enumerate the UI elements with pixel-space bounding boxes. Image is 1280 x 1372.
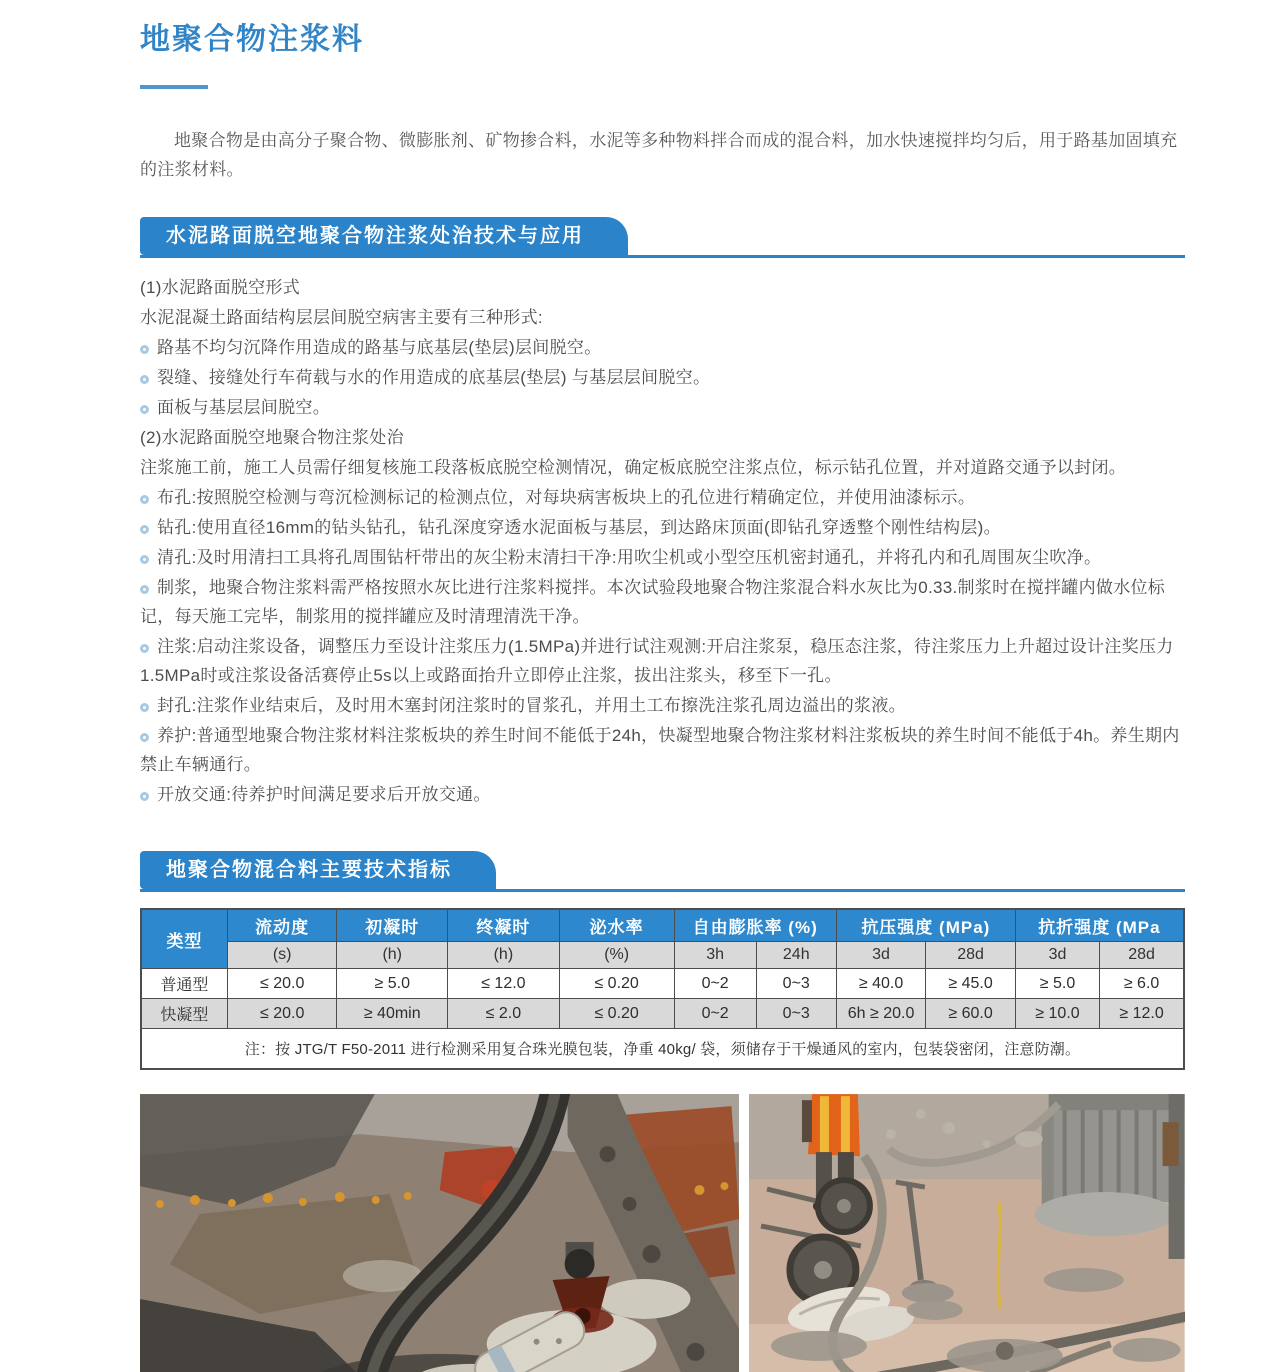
title-underline [140,85,208,89]
body-text: 养护:普通型地聚合物注浆材料注浆板块的养生时间不能低于24h，快凝型地聚合物注浆材料注浆板块的养生时间不能低于4h。养生期内禁止车辆通行。 [140,726,1180,774]
bullet-item [140,632,1185,690]
body-text: 清孔:及时用清扫工具将孔周围钻杆带出的灰尘粉末清扫干净:用吹尘机或小型空压机密封通孔，并将孔内和孔周围灰尘吹净。 [157,548,1102,567]
paragraph-line [140,453,1185,482]
col-sub-header: 28d [926,942,1016,969]
table-cell: ≤ 20.0 [227,999,337,1029]
table-cell: ≥ 5.0 [1015,969,1099,999]
photo-row [140,1094,1185,1372]
bullet-item [140,780,1185,809]
bullet-item [140,393,1185,422]
table-cell: ≥ 5.0 [337,969,448,999]
bullet-circle-icon [140,525,149,534]
table-cell: ≤ 20.0 [227,969,337,999]
col-group-header: 终凝时 [448,909,560,942]
col-group-header: 自由膨胀率 (%) [674,909,836,942]
col-sub-header: 3d [836,942,926,969]
col-group-header: 初凝时 [337,909,448,942]
section1-body [140,273,1185,809]
bullet-circle-icon [140,792,149,801]
bullet-item [140,573,1185,631]
body-text: 布孔:按照脱空检测与弯沉检测标记的检测点位，对每块病害板块上的孔位进行精确定位，并使用油漆标示。 [157,488,976,507]
intro-paragraph: 地聚合物是由高分子聚合物、微膨胀剂、矿物掺合料，水泥等多种物料拌合而成的混合料，加水快速搅拌均匀后，用于路基加固填充的注浆材料。 [140,131,1178,179]
bullet-circle-icon [140,733,149,742]
bullet-circle-icon [140,644,149,653]
bullet-item [140,363,1185,392]
bullet-circle-icon [140,703,149,712]
table-note-row [141,1029,1184,1070]
table-cell: ≤ 0.20 [559,969,674,999]
body-text: (2)水泥路面脱空地聚合物注浆处治 [140,428,404,447]
table-cell: 0~2 [674,969,756,999]
col-group-header: 流动度 [227,909,337,942]
bullet-circle-icon [140,345,149,354]
bullet-circle-icon [140,375,149,384]
paragraph-line [140,273,1185,302]
paragraph-line [140,303,1185,332]
table-cell: 0~2 [674,999,756,1029]
body-text: 裂缝、接缝处行车荷载与水的作用造成的底基层(垫层) 与基层层间脱空。 [157,368,711,387]
table-cell: ≤ 12.0 [448,969,560,999]
section2-header: 地聚合物混合料主要技术指标 [140,851,496,889]
page-title: 地聚合物注浆料 [140,23,364,56]
body-text: (1)水泥路面脱空形式 [140,278,301,297]
table-cell: 6h ≥ 20.0 [836,999,926,1029]
body-text: 制浆，地聚合物注浆料需严格按照水灰比进行注浆料搅拌。本次试验段地聚合物注浆混合料水灰比为0.33.制浆时在搅拌罐内做水位标记，每天施工完毕，制浆用的搅拌罐应及时清理清洗干净。 [140,578,1166,626]
col-group-header: 抗压强度 (MPa) [836,909,1015,942]
table-cell: 0~3 [756,969,836,999]
bullet-circle-icon [140,555,149,564]
body-text: 封孔:注浆作业结束后，及时用木塞封闭注浆时的冒浆孔，并用土工布擦洗注浆孔周边溢出的浆液。 [157,696,906,715]
bullet-circle-icon [140,585,149,594]
col-sub-header: (%) [559,942,674,969]
bullet-item [140,333,1185,362]
body-text: 注浆施工前，施工人员需仔细复核施工段落板底脱空检测情况，确定板底脱空注浆点位，标示钻孔位置，并对道路交通予以封闭。 [140,458,1127,477]
col-sub-header: (h) [337,942,448,969]
section2-header-bar [140,851,1185,892]
bullet-circle-icon [140,495,149,504]
row-type-label: 普通型 [141,969,227,999]
body-text: 注浆:启动注浆设备，调整压力至设计注浆压力(1.5MPa)并进行试注观测:开启注浆泵，稳压态注浆，待注浆压力上升超过设计注奖压力1.5MPa时或注浆设备活赛停止5s以上或路面抬升立即停止注浆，拔出注浆头，移至下一孔。 [140,637,1174,685]
col-sub-header: 3h [674,942,756,969]
body-text: 水泥混凝土路面结构层层间脱空病害主要有三种形式: [140,308,543,327]
table-cell: ≥ 40min [337,999,448,1029]
paragraph-line [140,423,1185,452]
section1-header: 水泥路面脱空地聚合物注浆处治技术与应用 [140,217,628,255]
table-cell: ≥ 45.0 [926,969,1016,999]
col-sub-header: (s) [227,942,337,969]
section1-header-bar [140,217,1185,258]
col-sub-header: 24h [756,942,836,969]
table-cell: ≥ 10.0 [1015,999,1099,1029]
table-row [141,969,1184,999]
table-cell: 0~3 [756,999,836,1029]
table-cell: ≥ 6.0 [1100,969,1184,999]
bullet-item [140,543,1185,572]
table-cell: ≤ 0.20 [559,999,674,1029]
spec-table [140,908,1185,1070]
bullet-circle-icon [140,405,149,414]
table-note: 注：按 JTG/T F50-2011 进行检测采用复合珠光膜包装，净重 40kg/ 袋，须储存于干燥通风的室内，包装袋密闭，注意防潮。 [141,1029,1184,1070]
body-text: 面板与基层层间脱空。 [157,398,330,417]
table-cell: ≥ 60.0 [926,999,1016,1029]
right-photo-grouting-site [749,1094,1185,1372]
body-text: 开放交通:待养护时间满足要求后开放交通。 [157,785,491,804]
col-sub-header: (h) [448,942,560,969]
col-group-header: 泌水率 [559,909,674,942]
row-type-label: 快凝型 [141,999,227,1029]
body-text: 路基不均匀沉降作用造成的路基与底基层(垫层)层间脱空。 [157,338,602,357]
col-sub-header: 28d [1100,942,1184,969]
left-photo-grouting-hose [140,1094,739,1372]
table-cell: ≥ 40.0 [836,969,926,999]
bullet-item [140,483,1185,512]
col-group-header: 抗折强度 (MPa [1015,909,1184,942]
table-row [141,999,1184,1029]
col-sub-header: 3d [1015,942,1099,969]
col-header-type: 类型 [141,909,227,969]
table-cell: ≤ 2.0 [448,999,560,1029]
bullet-item [140,513,1185,542]
bullet-item [140,691,1185,720]
body-text: 钻孔:使用直径16mm的钻头钻孔，钻孔深度穿透水泥面板与基层，到达路床顶面(即钻孔穿透整个刚性结构层)。 [157,518,1001,537]
table-cell: ≥ 12.0 [1100,999,1184,1029]
bullet-item [140,721,1185,779]
